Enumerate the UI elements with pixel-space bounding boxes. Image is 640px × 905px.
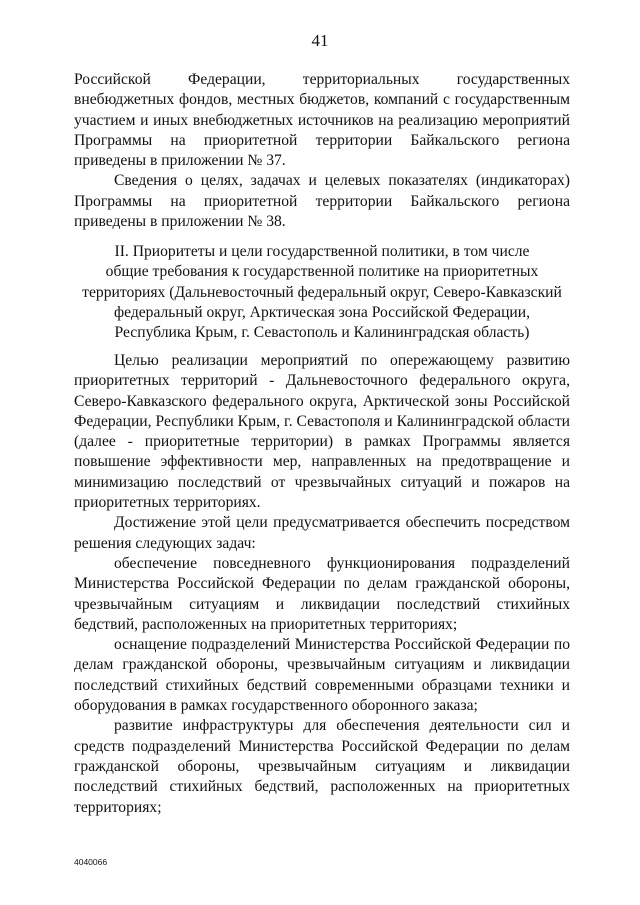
section-heading-line: Республика Крым, г. Севастополь и Калининградская область) [114,324,530,342]
body-paragraph: Достижение этой цели предусматривается обеспечить посредством решения следующих задач: [74,514,570,552]
intro-paragraph: Сведения о целях, задачах и целевых показателях (индикаторах) Программы на приоритетной территории Байкальского региона приведены в приложении № 38. [74,172,570,231]
body-paragraph: обеспечение повседневного функционирования подразделений Министерства Российской Федерации по делам гражданской обороны, чрезвычайным ситуациям и ликвидации последствий стихийных бедствий, расположенных на приоритетных территориях; [74,554,570,633]
section-heading-line: федеральный округ, Арктическая зона Российской Федерации, [114,303,530,321]
section-heading-line: II. Приоритеты и цели государственной политики, в том числе [114,243,530,260]
intro-section [74,70,570,232]
section-heading-line: общие требования к государственной политике на приоритетных [105,263,539,281]
body-paragraph: оснащение подразделений Министерства Российской Федерации по делам гражданской обороны, чрезвычайным ситуациям и ликвидации последствий стихийных бедствий современными образцами техники и оборудования в рамках государственного оборонного заказа; [74,636,570,715]
footer-code: 4040066 [74,857,108,867]
page-number: 41 [311,31,329,50]
section-heading [74,242,570,343]
intro-paragraph: Российской Федерации, территориальных государственных внебюджетных фондов, местных бюджетов, компаний с государственным участием и иных внебюджетных источников на реализацию мероприятий Программы на приоритетной территории Байкальского региона приведены в приложении № 37. [74,71,570,170]
body-paragraph: Целью реализации мероприятий по опережающему развитию приоритетных территорий - Дальневосточного федерального округа, Северо-Кавказского федерального округа, Арктической зоны Российской Федерации, Республики Крым, г. Севастополя и Калининградской области (далее - приоритетные территории) в рамках Программы является повышение эффективности мер, направленных на предотвращение и минимизацию последствий от чрезвычайных ситуаций и пожаров на приоритетных территориях. [74,352,570,512]
body-section [74,351,570,818]
body-paragraph: развитие инфраструктуры для обеспечения деятельности сил и средств подразделений Министерства Российской Федерации по делам гражданской обороны, чрезвычайным ситуациям и ликвидации последствий стихийных бедствий, расположенных на приоритетных территориях; [74,717,570,816]
section-heading-line: территориях (Дальневосточный федеральный округ, Северо-Кавказский [82,283,562,301]
